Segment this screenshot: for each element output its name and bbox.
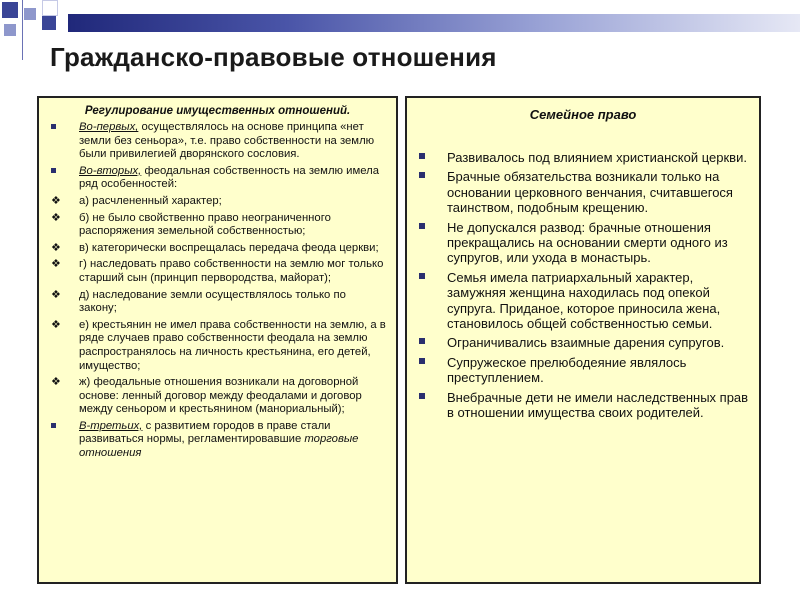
diamond-bullet-icon: ❖ xyxy=(51,376,61,389)
item-text: Ограничивались взаимные дарения супругов. xyxy=(447,335,725,351)
item-text: г) наследовать право собственности на землю мог только старший сын (принцип первородства, майорат); xyxy=(79,258,384,284)
square-bullet-icon xyxy=(51,423,56,428)
family-law-panel xyxy=(405,96,761,584)
diamond-bullet-icon: ❖ xyxy=(51,194,61,207)
list-item xyxy=(51,319,386,373)
decorative-gradient-bar xyxy=(68,14,800,32)
list-item xyxy=(51,242,386,256)
decorative-square xyxy=(4,24,16,36)
item-text: а) расчлененный характер; xyxy=(79,194,222,207)
item-text: ж) феодальные отношения возникали на договорной основе: ленный договор между феодалами и договор между сеньором и крестьянином (манориальный); xyxy=(79,376,362,416)
square-bullet-icon xyxy=(51,168,56,173)
square-bullet-icon xyxy=(419,153,425,159)
item-lead: Во-первых, xyxy=(79,121,139,133)
list-item xyxy=(51,420,386,461)
item-tail: торговые отношения xyxy=(79,433,359,460)
property-regulation-panel xyxy=(37,96,398,584)
family-law-list xyxy=(407,122,759,421)
list-item xyxy=(51,258,386,285)
item-text: осуществлялось на основе принципа «нет земли без сеньора», т.е. право собственности на землю были привилегией дворянского сословия. xyxy=(79,121,375,161)
item-text: е) крестьянин не имел права собственности на землю, а в ряде случаев право собственности феодала на землю распространялось на личность крестьянина, его детей, имущество; xyxy=(79,318,386,372)
item-text: в) категорически воспрещалась передача феода церкви; xyxy=(79,241,379,254)
item-text: с развитием городов в праве стали развиваться нормы, регламентировавшие xyxy=(79,419,331,446)
square-bullet-icon xyxy=(419,172,425,178)
item-text: б) не было свойственно право неограниченного распоряжения земельной собственностью; xyxy=(79,211,331,238)
square-bullet-icon xyxy=(419,338,425,344)
decorative-square xyxy=(42,0,58,16)
item-lead: Во-вторых, xyxy=(79,164,142,177)
list-item xyxy=(51,376,386,417)
list-item xyxy=(419,390,749,421)
decorative-header-bar xyxy=(0,0,800,48)
item-text: Семья имела патриархальный характер, замужняя женщина находилась под опекой супруга. Приданое, которое приносила жена, становилось общей собственностью семьи. xyxy=(447,269,721,332)
item-text: феодальная собственность на землю имела ряд особенностей: xyxy=(79,164,380,191)
square-bullet-icon xyxy=(419,223,425,229)
list-item xyxy=(51,289,386,316)
item-text: Супружеское прелюбодеяние являлось преступлением. xyxy=(447,354,687,386)
list-item xyxy=(419,270,749,332)
list-item xyxy=(51,212,386,239)
list-item xyxy=(419,150,749,165)
decorative-square xyxy=(2,2,18,18)
square-bullet-icon xyxy=(419,273,425,279)
item-text: д) наследование земли осуществлялось только по закону; xyxy=(79,288,346,315)
item-text: Внебрачные дети не имели наследственных прав в отношении имущества своих родителей. xyxy=(447,389,749,421)
decorative-square xyxy=(24,8,36,20)
diamond-bullet-icon: ❖ xyxy=(51,258,61,271)
item-text: Брачные обязательства возникали только на основании церковного венчания, считавшегося таинством, подобным крещению. xyxy=(447,169,733,216)
list-item xyxy=(419,335,749,350)
decorative-square xyxy=(42,16,56,30)
item-lead: В-третьих, xyxy=(79,419,143,432)
diamond-bullet-icon: ❖ xyxy=(51,211,61,224)
list-item xyxy=(419,355,749,386)
diamond-bullet-icon: ❖ xyxy=(51,288,61,301)
list-item xyxy=(51,121,386,162)
panel-heading: Регулирование имущественных отношений. xyxy=(84,105,351,117)
diamond-bullet-icon: ❖ xyxy=(51,241,61,254)
property-regulation-list xyxy=(39,117,396,461)
list-item xyxy=(51,165,386,192)
square-bullet-icon xyxy=(419,358,425,364)
list-item xyxy=(51,195,386,209)
item-text: Развивалось под влиянием христианской церкви. xyxy=(447,150,747,165)
item-text: Не допускался развод: брачные отношения прекращались на основании смерти одного из супругов, или ухода в монастырь. xyxy=(447,219,728,266)
list-item xyxy=(419,169,749,215)
list-item xyxy=(419,220,749,266)
square-bullet-icon xyxy=(419,393,425,399)
slide-title: Гражданско-правовые отношения xyxy=(50,42,497,72)
panel-heading: Семейное право xyxy=(529,107,637,122)
square-bullet-icon xyxy=(51,124,56,129)
decorative-vertical-line xyxy=(22,0,23,60)
diamond-bullet-icon: ❖ xyxy=(51,318,61,331)
